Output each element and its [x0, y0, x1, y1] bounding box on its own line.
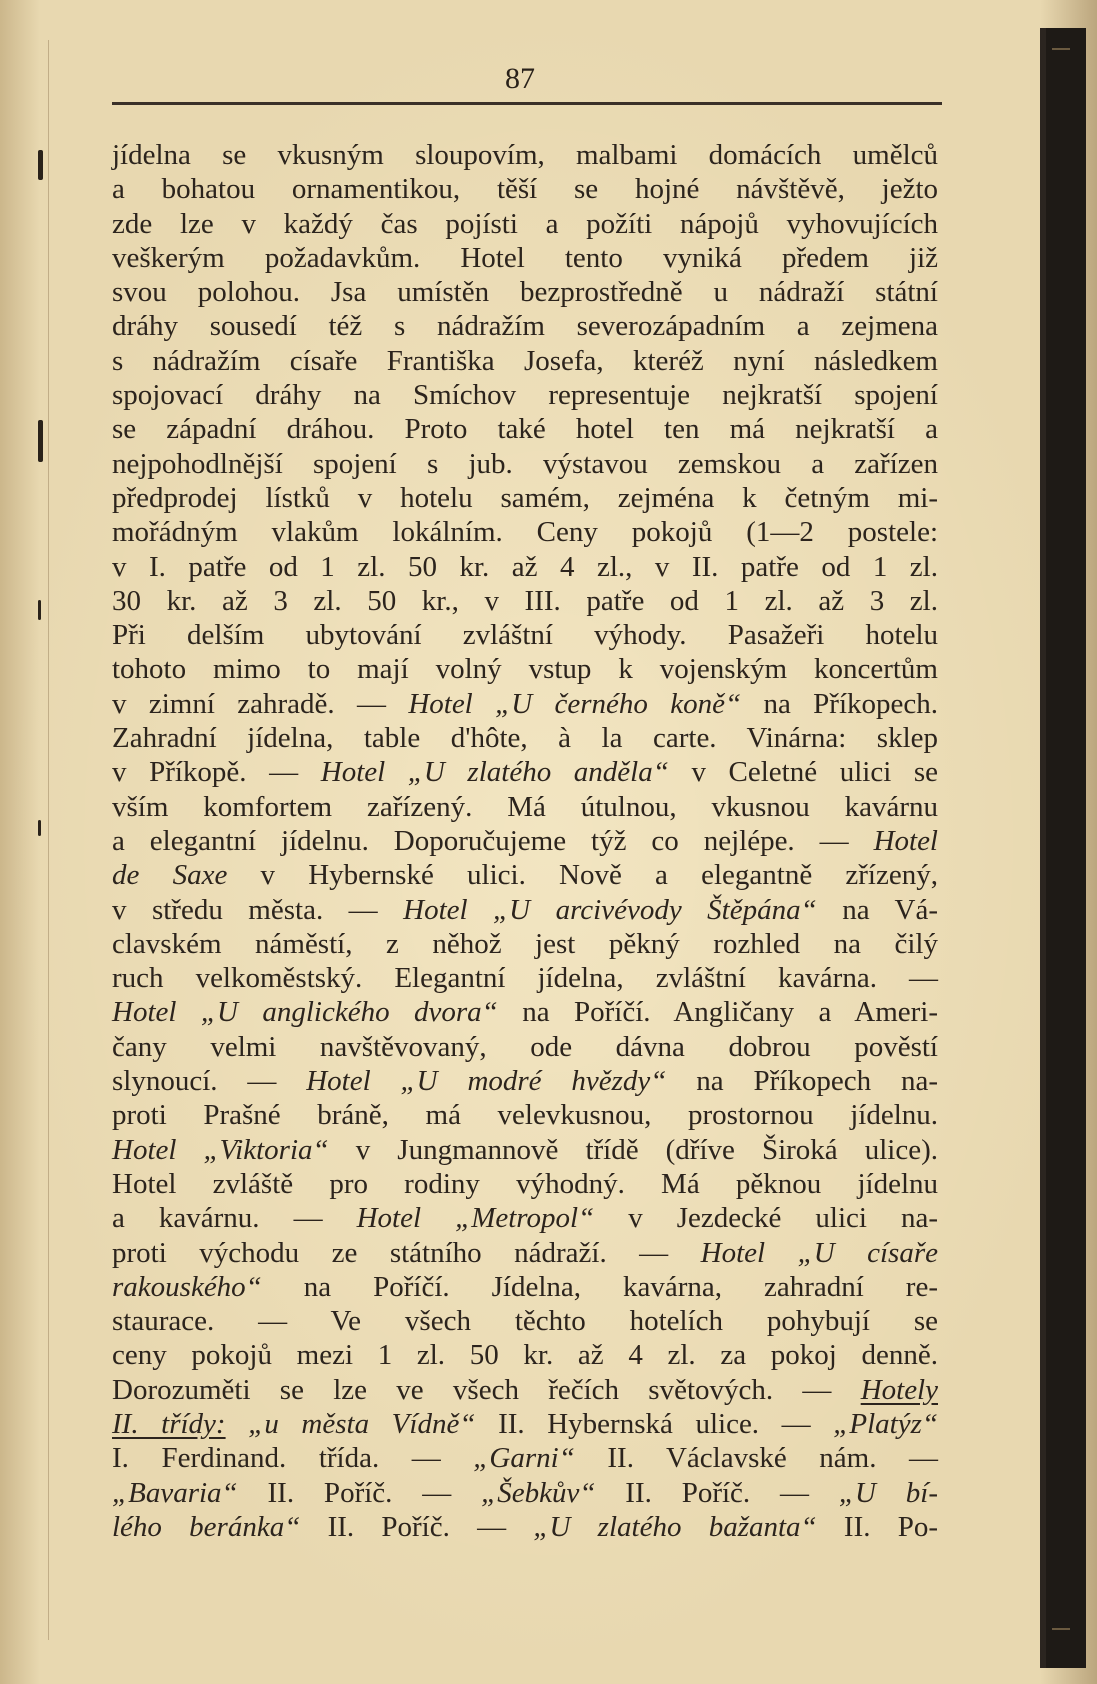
text-line: slynoucí. — Hotel „U modré hvězdy“ na Příkopech na-: [112, 1065, 938, 1098]
italic-hotel-name: Hotel „U arcivévody Štěpána“: [403, 893, 817, 926]
italic-hotel-name: „Platýz“: [833, 1407, 939, 1440]
italic-hotel-name: rakouského“: [112, 1270, 262, 1303]
body-text: [112, 138, 938, 1544]
italic-hotel-name: Hotel „U císaře: [700, 1236, 939, 1269]
text-line: zde lze v každý čas pojísti a požíti nápojů vyhovujících: [112, 207, 938, 240]
italic-hotel-name: „u města Vídně“: [248, 1407, 476, 1440]
text-line: lého beránka“ II. Poříč. — „U zlatého bažanta“ II. Po-: [112, 1510, 939, 1543]
page-number: 87: [505, 62, 535, 95]
italic-hotel-name: Hotel „Viktoria“: [112, 1133, 329, 1166]
text-line: proti Prašné bráně, má velevkusnou, prostornou jídelnu.: [112, 1099, 938, 1132]
text-line: „Bavaria“ II. Poříč. — „Šebkův“ II. Poříč. — „U bí-: [112, 1476, 939, 1509]
text-line: II. třídy: „u města Vídně“ II. Hybernská ulice. — „Platýz“: [112, 1407, 939, 1440]
header-rule: [112, 102, 942, 105]
text-line: dráhy sousedí též s nádražím severozápadním a zejmena: [112, 310, 938, 343]
text-line: nejpohodlnější spojení s jub. výstavou zemskou a zařízen: [112, 447, 938, 480]
text-line: se západní dráhou. Proto také hotel ten má nejkratší a: [112, 413, 938, 446]
italic-hotel-name: Hotel „U černého koně“: [408, 687, 742, 720]
text-line: staurace. — Ve všech těchto hotelích pohybují se: [112, 1305, 938, 1338]
text-line: rakouského“ na Poříčí. Jídelna, kavárna, zahradní re-: [112, 1270, 938, 1303]
text-line: Hotel „U anglického dvora“ na Poříčí. Angličany a Ameri-: [112, 996, 938, 1029]
text-line: clavském náměstí, z něhož jest pěkný rozhled na čilý: [112, 927, 938, 960]
text-line: a bohatou ornamentikou, těší se hojné návštěvě, ježto: [112, 173, 938, 206]
italic-hotel-name: Hotel „U zlatého anděla“: [320, 756, 669, 789]
margin-mark: [38, 420, 43, 462]
text-line: svou polohou. Jsa umístěn bezprostředně u nádraží státní: [112, 276, 938, 309]
italic-hotel-name: lého beránka“: [112, 1510, 301, 1543]
italic-hotel-name: „U bí-: [838, 1476, 939, 1509]
italic-hotel-name: Hotel „U anglického dvora“: [112, 996, 498, 1029]
text-line: mořádným vlakům lokálním. Ceny pokojů (1—2 postele:: [112, 516, 938, 549]
text-line: 30 kr. až 3 zl. 50 kr., v III. patře od 1 zl. až 3 zl.: [112, 584, 938, 617]
underlined-heading: Hotely: [860, 1373, 938, 1406]
text-line: spojovací dráhy na Smíchov representuje nejkratší spojení: [112, 379, 938, 412]
text-line: I. Ferdinand. třída. — „Garni“ II. Václavské nám. —: [112, 1442, 938, 1475]
text-line: jídelna se vkusným sloupovím, malbami domácích umělců: [112, 139, 938, 171]
text-line: proti východu ze státního nádraží. — Hotel „U císaře: [112, 1236, 939, 1269]
text-line: a kavárnu. — Hotel „Metropol“ v Jezdecké ulici na-: [112, 1202, 939, 1235]
text-line: ruch velkoměstský. Elegantní jídelna, zvláštní kavárna. —: [112, 962, 938, 995]
text-line: v středu města. — Hotel „U arcivévody Štěpána“ na Vá-: [112, 893, 938, 926]
underlined-heading: II. třídy:: [112, 1407, 226, 1440]
text-line: Zahradní jídelna, table d'hôte, à la carte. Vinárna: sklep: [112, 722, 938, 755]
italic-hotel-name: Hotel: [873, 824, 938, 857]
italic-hotel-name: „Garni“: [473, 1442, 575, 1475]
margin-mark: [38, 150, 43, 180]
text-line: veškerým požadavkům. Hotel tento vyniká předem již: [112, 241, 938, 274]
text-line: ceny pokojů mezi 1 zl. 50 kr. až 4 zl. za pokoj denně.: [112, 1339, 938, 1372]
text-line: Při delším ubytování zvláštní výhody. Pasažeři hotelu: [112, 619, 938, 652]
text-line: v I. patře od 1 zl. 50 kr. až 4 zl., v II. patře od 1 zl.: [112, 550, 938, 583]
italic-hotel-name: „Šebkův“: [481, 1476, 596, 1509]
italic-hotel-name: „U zlatého bažanta“: [533, 1510, 817, 1543]
text-line: v zimní zahradě. — Hotel „U černého koně“ na Příkopech.: [112, 687, 938, 720]
text-line: v Příkopě. — Hotel „U zlatého anděla“ v Celetné ulici se: [112, 756, 938, 789]
text-line: předprodej lístků v hotelu samém, zejména k četným mi-: [112, 481, 938, 514]
text-line: s nádražím císaře Františka Josefa, kteréž nyní následkem: [112, 344, 938, 377]
text-line: Hotel zvláště pro rodiny výhodný. Má pěknou jídelnu: [112, 1167, 938, 1200]
text-line: tohoto mimo to mají volný vstup k vojenským koncertům: [112, 653, 938, 686]
italic-hotel-name: Hotel „Metropol“: [356, 1202, 595, 1235]
page-gutter-shadow: [48, 40, 49, 1640]
italic-hotel-name: de Saxe: [112, 859, 228, 892]
text-line: de Saxe v Hybernské ulici. Nově a elegantně zřízený,: [112, 859, 938, 892]
italic-hotel-name: Hotel „U modré hvězdy“: [306, 1065, 667, 1098]
margin-mark: [38, 600, 41, 620]
text-line: a elegantní jídelnu. Doporučujeme týž co nejlépe. — Hotel: [112, 824, 938, 857]
text-line: Hotel „Viktoria“ v Jungmannově třídě (dříve Široká ulice).: [112, 1133, 939, 1166]
margin-mark: [38, 820, 41, 836]
text-line: Dorozuměti se lze ve všech řečích světových. — Hotely: [112, 1373, 938, 1406]
italic-hotel-name: „Bavaria“: [112, 1476, 238, 1509]
text-line: čany velmi navštěvovaný, ode dávna dobrou pověstí: [112, 1030, 938, 1063]
text-line: vším komfortem zařízený. Má útulnou, vkusnou kavárnu: [112, 790, 938, 823]
binding-edge: [1040, 28, 1086, 1668]
